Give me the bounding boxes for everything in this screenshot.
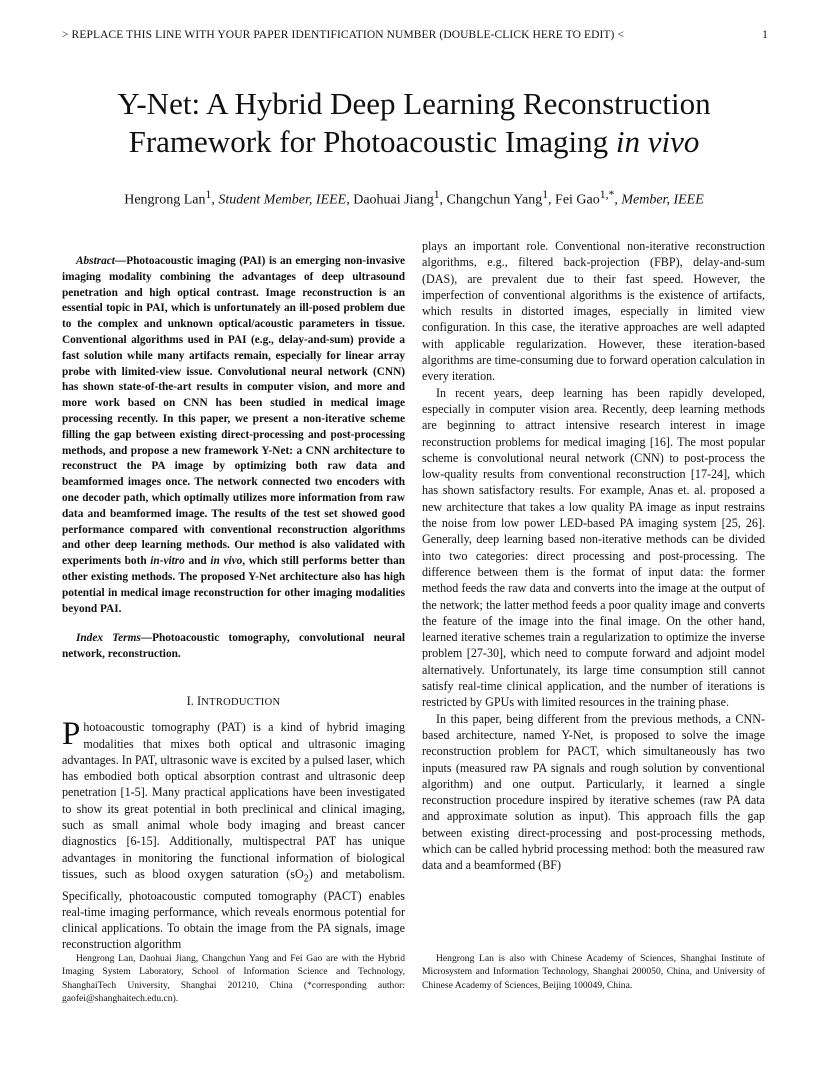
author-4: Fei Gao [555, 192, 600, 208]
title-line-2-main: Framework for Photoacoustic Imaging [128, 124, 616, 159]
right-paragraph-2: In recent years, deep learning has been rapidly developed, especially in computer vision area. Recently, deep learning methods are beginning to attract intensive research interest in image reconstruction problems for medical imaging [16]. The most popular scheme is convolutional neural network (CNN) to post-process the low-quality results from conventional reconstruction [17-24], which has shown satisfactory results. For example, Anas et. al. proposed a new architecture that takes a low quality PA image as input restrains the noise from low power LED-based PA imaging system [25, 26]. Generally, deep learning based non-iterative methods can be divided into two categories: direct processing and post-processing. The difference between them is the format of input data: the former method feeds the raw data and converts into the image at the output of the network; the latter method feeds a poor quality image and converts the feature of the image into the final image. On the other hand, learned iterative schemes train a regularization to optimize the inverse problem [27-30], which need to compute forward and adjoint model alternatively. Unfortunately, its large time consumption still cannot satisfy real-time clinical application, and the number of iterations is restricted by GPUs with limited resources in the training phase. [422, 385, 765, 710]
index-terms [62, 631, 405, 663]
title-line-1: Y-Net: A Hybrid Deep Learning Reconstruction [117, 86, 711, 121]
right-paragraph-3: In this paper, being different from the previous methods, a CNN-based architecture, named Y-Net, is proposed to solve the image reconstruction problem for PACT, which simultaneously has two inputs (measured raw PA signals and rough solution by conventional algorithm) and one output. Particularly, it learned a single reconstruction procedure inspired by iterative schemes (raw PA data and approximate solution as input). This approach fills the gap between existing direct-processing and post-processing methods, which can be called hybrid processing method: both the measured raw data and a beamformed (BF) [422, 711, 765, 873]
author-3: Changchun Yang [446, 192, 543, 208]
section-heading [62, 693, 405, 711]
footnote-left: Hengrong Lan, Daohuai Jiang, Changchun Yang and Fei Gao are with the Hybrid Imaging System Laboratory, School of Information Science and Technology, ShanghaiTech University, Shanghai 201210, China (*corresponding author: gaofei@shanghaitech.edu.cn). [62, 953, 405, 1004]
running-header [62, 29, 768, 41]
abstract-text-3: , which still performs better than other existing methods. The proposed Y-Net architecture also has high potential in medical image reconstruction for other imaging modalities beyond PAI. [62, 555, 406, 615]
left-column [62, 254, 405, 953]
title-line-2 [0, 123, 828, 161]
author-2-affil: 1 [433, 188, 440, 201]
author-1-role: Student Member, IEEE, [218, 192, 350, 208]
section-first-letter: I [197, 693, 202, 708]
paper-title [0, 85, 828, 161]
intro-subscript: 2 [303, 873, 309, 885]
intro-para1-end: ) and metabolism. Specifically, photoacoustic computed tomography (PACT) enables real-time imaging performance, which reveals enormous potential for clinical applications. To obtain the image from the PA signals, image reconstruction algorithm [62, 866, 406, 952]
drop-cap: P [62, 716, 81, 753]
author-1: Hengrong Lan [124, 192, 206, 208]
abstract-italic-1: in-vitro [150, 555, 185, 568]
right-paragraph-1: plays an important role. Conventional non-iterative reconstruction algorithms, e.g., filtered back-projection (FBP), delay-and-sum (DAS), are prevalent due to their fast speed. However, the imperfection of conventional algorithms is the existence of artifacts, which results in distorted images, especially in limited view configuration. In this case, the iterative approaches are well adapted with applicable regularization. However, these iteration-based algorithms are time-consuming due to forward operation calculation in every iteration. [422, 239, 765, 384]
author-2: Daohuai Jiang [353, 192, 434, 208]
author-list: Hengrong Lan$^1$, Student Member, IEEE, Daohuai Jiang$^1$, Changchun Yang$^1$, Fei Gao$^{1,*}$, Member, IEEE [124, 188, 704, 208]
title-line-2-italic: in vivo [615, 124, 700, 159]
running-head-text: > REPLACE THIS LINE WITH YOUR PAPER IDENTIFICATION NUMBER (DOUBLE-CLICK HERE TO EDIT) < [62, 29, 625, 41]
abstract-text-2: and [184, 555, 211, 568]
author-4-role: Member, IEEE [621, 192, 704, 208]
author-1-affil: 1 [205, 188, 212, 201]
abstract-lead: Abstract [76, 255, 115, 267]
footnote-right: Hengrong Lan is also with Chinese Academy of Sciences, Shanghai Institute of Microsystem and Information Technology, Shanghai 200050, China, and University of Chinese Academy of Sciences, Beijing 100049, China. [422, 953, 765, 991]
author-4-affil: 1,* [599, 188, 615, 201]
abstract-text-1: —Photoacoustic imaging (PAI) is an emerging non-invasive imaging modality combining the advantages of deep ultrasound penetration and high optical contrast. Image reconstruction is an essential topic in PAI, which is unfortunately an ill-posed problem due to the complex and unknown optical/acoustic parameters in tissue. Conventional algorithms used in PAI (e.g., delay-and-sum) provide a fast solution while many artifacts remain, especially for linear array probe with limited-view issue. Convolutional neural network (CNN) has shown state-of-the-art results in computer vision, and more and more work based on CNN has been studied in medical image processing recently. In this paper, we present a non-iterative scheme filling the gap between existing direct-processing and post-processing methods, and propose a new framework Y-Net: a CNN architecture to reconstruct the PA image by optimizing both raw data and beamformed images once. The network connected two encoders with one decoder path, which optimally utilizes more information from raw data and beamformed image. The results of the test set showed good performance compared with conventional reconstruction algorithms and other deep learning methods. Our method is also validated with experiments both [62, 255, 405, 568]
abstract [62, 254, 405, 617]
page-number: 1 [762, 29, 768, 41]
index-terms-lead: Index Terms [76, 632, 141, 645]
intro-paragraph-1 [62, 716, 406, 953]
author-3-affil: 1 [542, 188, 549, 201]
intro-para1-text: hotoacoustic tomography (PAT) is a kind of hybrid imaging modalities that mixes both optical and ultrasonic imaging advantages. In PAT, ultrasonic wave is excited by a pulsed laser, which has embodied both optical absorption contrast and ultrasonic deep penetration [1-5]. Many practical applications have been investigated to show its great potential in both preclinical and clinical imaging, such as small animal whole body imaging and breast cancer diagnostics [6-15]. Additionally, multispectral PAT has unique advantages in monitoring the functional information of biological tissues, such as blood oxygen saturation (sO [62, 720, 405, 881]
section-title-rest: NTRODUCTION [201, 696, 281, 708]
abstract-italic-2: in vivo [210, 555, 243, 568]
section-numeral: I. [186, 693, 194, 708]
right-column [422, 238, 765, 874]
index-terms-text: —Photoacoustic tomography, convolutional neural network, reconstruction. [62, 632, 405, 661]
